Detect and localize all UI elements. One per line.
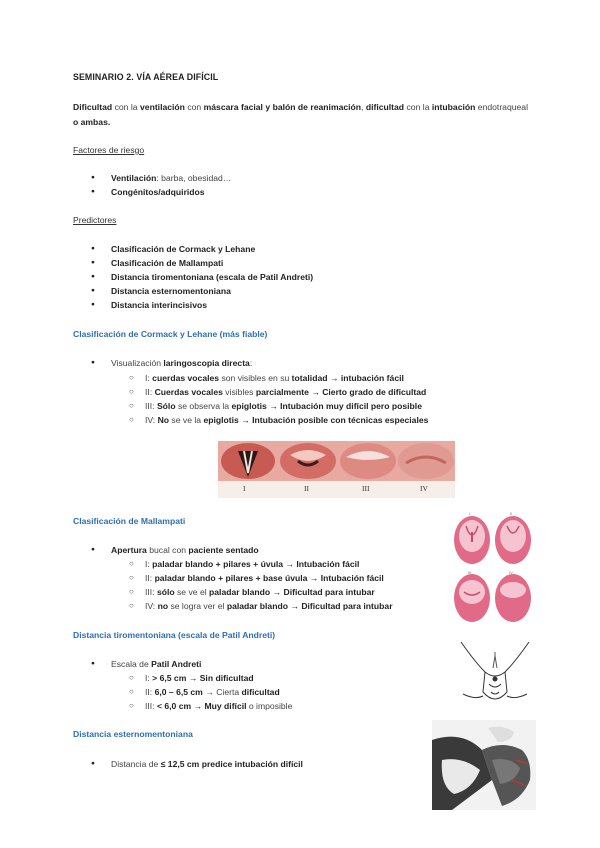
item-bold: Ventilación	[111, 173, 157, 183]
item-bold: No	[157, 415, 170, 425]
mallampati-list	[91, 543, 259, 557]
list-item	[129, 671, 292, 685]
mallampati-label: III	[468, 570, 472, 575]
intro-text: o ambas.	[73, 117, 111, 127]
list-item	[91, 284, 313, 298]
item-bold: paladar blando → Dificultad para intubar	[209, 587, 375, 597]
item-bold: ≤ 12,5 cm predice intubación difícil	[160, 759, 303, 769]
cormack-sublist	[129, 371, 428, 427]
item-text: : barba, obesidad…	[156, 173, 232, 183]
cormack-view-3	[340, 443, 396, 479]
list-item	[129, 685, 292, 699]
item-text: I:	[145, 673, 153, 683]
cormack-label: I	[243, 484, 246, 493]
item-text: II:	[145, 573, 155, 583]
list-item	[91, 256, 313, 270]
item-text: se ve el	[174, 587, 210, 597]
item-bold: Apertura	[111, 545, 147, 555]
item-bold: > 6,5 cm → Sin dificultad	[152, 673, 254, 683]
item-bold: < 6,0 cm → Muy difícil	[156, 701, 247, 711]
tiro-heading: Distancia tiromentoniana (escala de Patil Andreti)	[73, 630, 276, 640]
list-item	[91, 657, 201, 671]
item-text: I:	[145, 559, 153, 569]
item-text: IV:	[145, 601, 158, 611]
item-bold: Congénitos/adquiridos	[111, 187, 205, 197]
cormack-list	[91, 356, 252, 370]
mallampati-sublist	[129, 557, 393, 613]
list-item	[129, 399, 428, 413]
item-text: visibles	[222, 387, 256, 397]
item-text: se logra ver el	[168, 601, 227, 611]
item-text: III:	[145, 701, 157, 711]
cormack-view-2	[280, 443, 336, 479]
item-bold: totalidad → intubación fácil	[291, 373, 404, 383]
intro-paragraph	[73, 100, 528, 130]
list-item	[129, 385, 428, 399]
intro-text: con la	[112, 102, 141, 112]
esterno-figure	[432, 720, 536, 810]
list-item	[91, 543, 259, 557]
predictores-list	[91, 242, 313, 312]
cormack-figure	[218, 441, 455, 498]
item-bold: epiglotis → Intubación posible con técnicas especiales	[203, 415, 429, 425]
item-text: Distancia de	[111, 759, 161, 769]
item-bold: Cuerdas vocales	[154, 387, 223, 397]
item-text: Visualización	[111, 358, 164, 368]
intro-text: dificultad	[365, 102, 405, 112]
item-bold: paladar blando → Dificultad para intubar	[226, 601, 393, 611]
list-item	[91, 185, 231, 199]
item-text: → Cierta	[202, 687, 242, 697]
list-item	[91, 270, 313, 284]
intro-text: ventilación	[140, 102, 185, 112]
item-bold: Sólo	[156, 401, 176, 411]
item-bold: paciente sentado	[188, 545, 259, 555]
mallampati-heading: Clasificación de Mallampati	[73, 516, 186, 526]
item-bold: paladar blando + pilares + úvula → Intubación fácil	[152, 559, 360, 569]
list-item	[129, 413, 428, 427]
item-bold: Patil Andreti	[151, 659, 202, 669]
item-text: IV:	[145, 415, 158, 425]
item-bold: epiglotis → Intubación muy difícil pero posible	[231, 401, 422, 411]
cormack-label: II	[304, 484, 309, 493]
item-text: o imposible	[246, 701, 293, 711]
mallampati-mouth-1	[454, 516, 490, 564]
cormack-heading: Clasificación de Cormack y Lehane (más fiable)	[73, 329, 268, 339]
list-item	[91, 242, 313, 256]
cormack-view-1	[221, 443, 275, 479]
item-text: son visibles en su	[219, 373, 292, 383]
list-item	[129, 371, 428, 385]
item-bold: Distancia interincisivos	[111, 300, 207, 310]
list-item	[129, 557, 393, 571]
cormack-label: III	[362, 484, 370, 493]
list-item	[91, 356, 252, 370]
item-bold: Clasificación de Mallampati	[111, 258, 224, 268]
mallampati-mouth-4	[495, 574, 531, 622]
cormack-label: IV	[420, 484, 428, 493]
factores-heading: Factores de riesgo	[73, 145, 145, 155]
item-text: Escala de	[111, 659, 152, 669]
item-bold: paladar blando + pilares + base úvula → Intubación fácil	[154, 573, 384, 583]
mallampati-mouth-2	[495, 516, 531, 564]
item-bold: sólo	[156, 587, 175, 597]
list-item	[129, 599, 393, 613]
esterno-list	[91, 757, 303, 771]
tiro-sublist	[129, 671, 292, 713]
item-text: se observa la	[175, 401, 232, 411]
mallampati-figure	[452, 511, 534, 626]
mallampati-label: IV	[509, 570, 513, 575]
predictores-heading: Predictores	[73, 215, 117, 225]
intro-text: Dificultad	[73, 102, 113, 112]
item-bold: Clasificación de Cormack y Lehane	[111, 244, 256, 254]
item-bold: dificultad	[241, 687, 280, 697]
mallampati-mouth-3	[454, 574, 490, 622]
mallampati-label: I	[469, 511, 471, 516]
list-item	[91, 298, 313, 312]
item-text: se ve la	[169, 415, 204, 425]
item-bold: cuerdas vocales	[152, 373, 220, 383]
item-text: bucal con	[146, 545, 189, 555]
list-item	[91, 171, 231, 185]
intro-text: intubación	[431, 102, 476, 112]
item-text: :	[249, 358, 253, 368]
item-text: II:	[145, 387, 155, 397]
item-bold: Distancia tiromentoniana (escala de Patil Andreti)	[111, 272, 314, 282]
list-item	[129, 699, 292, 713]
mallampati-label: II	[510, 511, 513, 516]
item-bold: no	[157, 601, 169, 611]
page-title: SEMINARIO 2. VÍA AÉREA DIFÍCIL	[73, 72, 219, 82]
cormack-view-4	[398, 443, 454, 479]
intro-text: ,	[361, 102, 366, 112]
item-text: III:	[145, 587, 157, 597]
item-text: I:	[145, 373, 153, 383]
item-bold: Distancia esternomentoniana	[111, 286, 231, 296]
list-item	[129, 571, 393, 585]
intro-text: endotraqueal	[475, 102, 528, 112]
item-bold: laringoscopia directa	[163, 358, 250, 368]
item-bold: 6,0 – 6,5 cm	[154, 687, 203, 697]
list-item	[129, 585, 393, 599]
item-bold: parcialmente → Cierto grado de dificultad	[255, 387, 427, 397]
item-text: III:	[145, 401, 157, 411]
list-item	[91, 757, 303, 771]
factores-list	[91, 171, 231, 199]
tiro-figure	[455, 632, 535, 710]
item-text: II:	[145, 687, 155, 697]
esterno-heading: Distancia esternomentoniana	[73, 729, 193, 739]
intro-text: máscara facial y balón de reanimación	[203, 102, 362, 112]
intro-text: con la	[404, 102, 432, 112]
tiro-list	[91, 657, 201, 671]
intro-text: con	[184, 102, 204, 112]
